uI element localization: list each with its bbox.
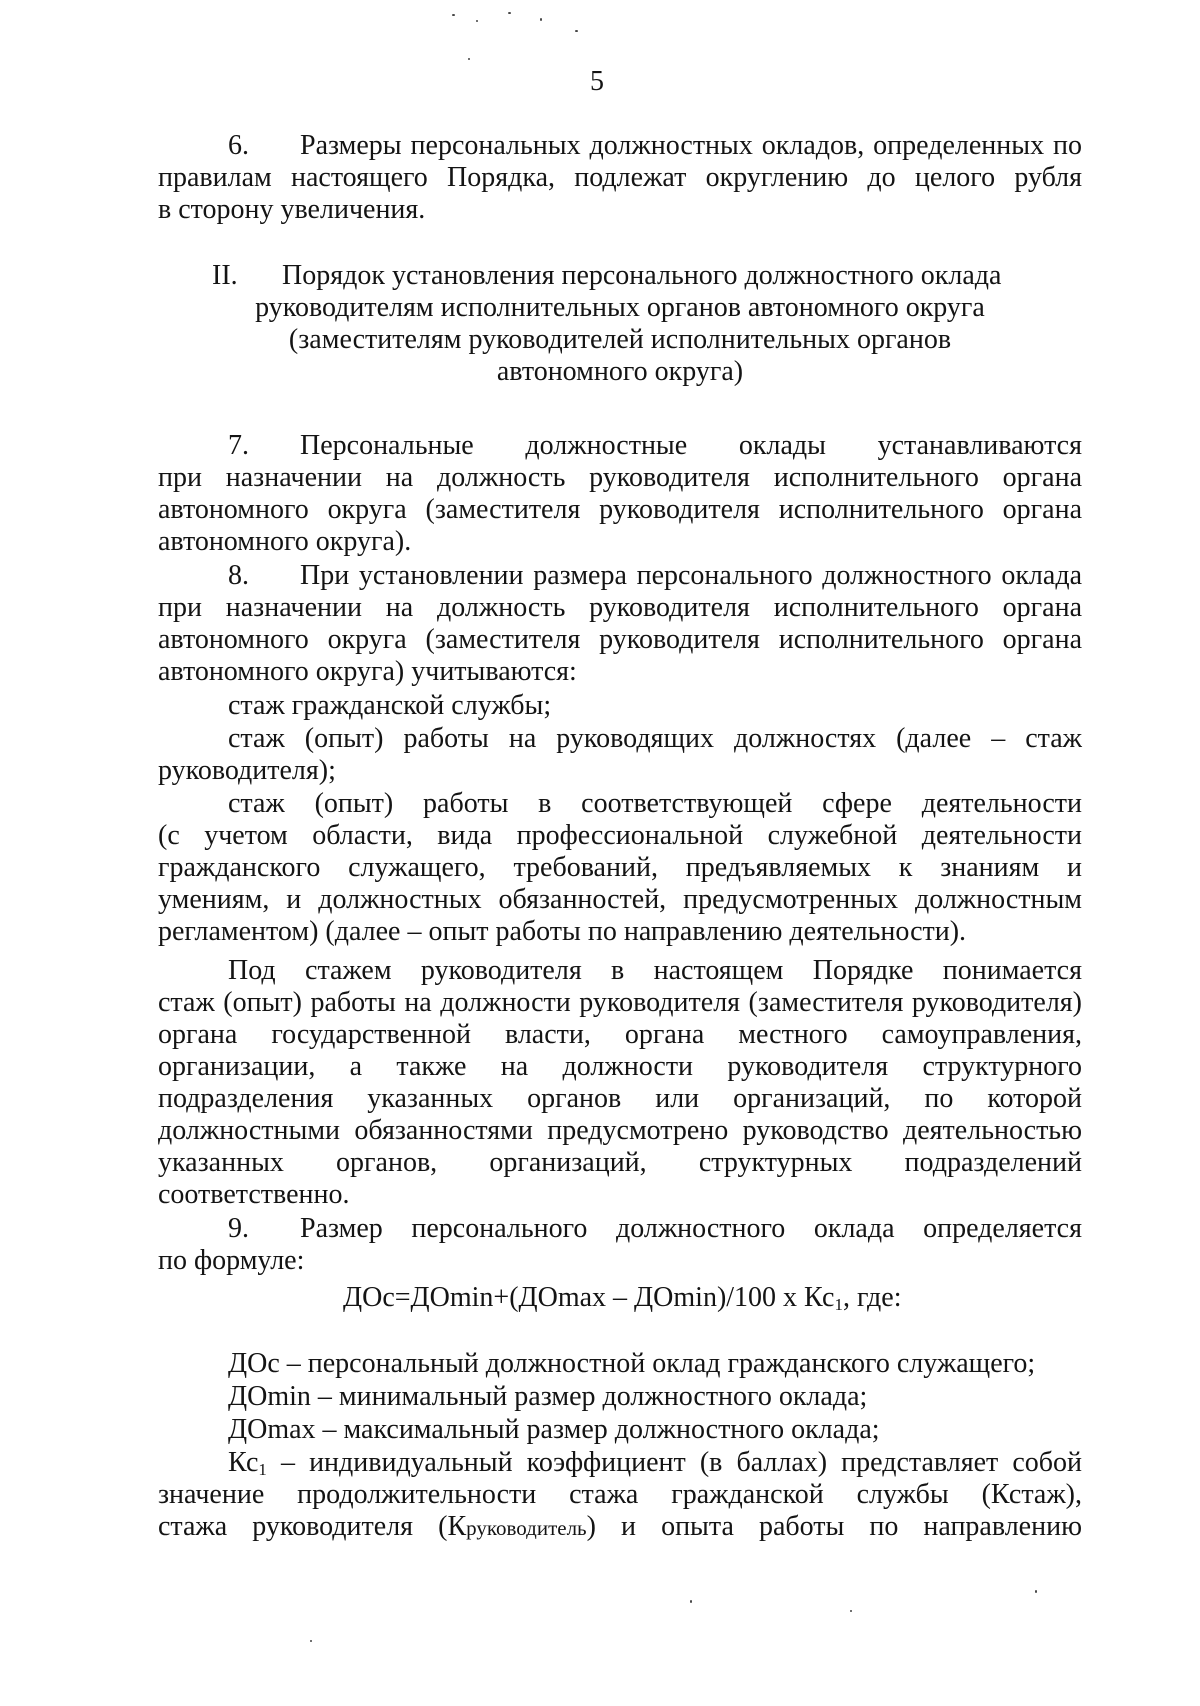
definition-line: Под стажем руководителя в настоящем Порядке понимается	[228, 955, 1082, 986]
paragraph-line: Размеры персональных должностных окладов, определенных по	[300, 130, 1082, 161]
formula-legend-item: ДОmax – максимальный размер должностного оклада;	[228, 1414, 880, 1445]
paragraph-line: автономного округа (заместителя руководителя исполнительного органа	[158, 494, 1082, 525]
paragraph-number: 6.	[228, 130, 249, 161]
paragraph-line: Персональные должностные оклады устанавливаются	[300, 430, 1082, 461]
list-item: стаж (опыт) работы на руководящих должностях (далее – стаж	[228, 723, 1082, 754]
paragraph-line: автономного округа (заместителя руководителя исполнительного органа	[158, 624, 1082, 655]
paragraph-line: при назначении на должность руководителя исполнительного органа	[158, 592, 1082, 623]
formula-legend-item: ДОmin – минимальный размер должностного оклада;	[228, 1381, 868, 1412]
coefficient-description: – индивидуальный коэффициент (в баллах) представляет собой	[266, 1447, 1082, 1478]
coefficient-symbol: Кс	[228, 1447, 259, 1478]
scan-speck	[575, 30, 578, 32]
formula-tail: , где:	[842, 1282, 902, 1313]
scan-speck	[452, 14, 455, 16]
paragraph-number: 8.	[228, 560, 249, 591]
scan-speck	[690, 1600, 692, 1603]
list-item: регламентом) (далее – опыт работы по направлению деятельности).	[158, 916, 967, 947]
paragraph-line: При установлении размера персонального должностного оклада	[300, 560, 1082, 591]
paragraph-line: правилам настоящего Порядка, подлежат округлению до целого рубля	[158, 162, 1082, 193]
section-title-line: (заместителям руководителей исполнительных органов	[288, 324, 952, 355]
section-title-line: руководителям исполнительных органов автономного округа	[255, 292, 985, 323]
paragraph-line	[158, 1511, 1082, 1544]
text-fragment-small: руководитель	[466, 1516, 587, 1540]
list-item: стаж (опыт) работы в соответствующей сфере деятельности	[228, 788, 1082, 819]
scan-speck	[1035, 1590, 1037, 1593]
definition-line: органа государственной власти, органа местного самоуправления,	[158, 1019, 1082, 1050]
section-title-line: автономного округа)	[496, 356, 744, 387]
paragraph-line: автономного округа).	[158, 526, 412, 557]
scan-speck	[468, 58, 470, 60]
list-item: (с учетом области, вида профессиональной служебной деятельности	[158, 820, 1082, 851]
paragraph-line: значение продолжительности стажа гражданской службы (Кстаж),	[158, 1479, 1082, 1510]
scan-speck	[850, 1610, 852, 1612]
paragraph-line: по формуле:	[158, 1245, 305, 1276]
definition-line: указанных органов, организаций, структурных подразделений	[158, 1147, 1082, 1178]
definition-line: организации, а также на должности руководителя структурного	[158, 1051, 1082, 1082]
formula-legend-item	[228, 1447, 1082, 1479]
scan-speck	[476, 20, 478, 22]
text-fragment: стажа руководителя (К	[158, 1511, 467, 1542]
list-item: стаж гражданской службы;	[228, 690, 552, 721]
paragraph-number: 9.	[228, 1213, 249, 1244]
formula-subscript: 1	[834, 1295, 843, 1314]
coefficient-subscript: 1	[258, 1460, 267, 1479]
list-item: умениям, и должностных обязанностей, предусмотренных должностным	[158, 884, 1082, 915]
paragraph-line: при назначении на должность руководителя исполнительного органа	[158, 462, 1082, 493]
scan-speck	[310, 1640, 312, 1642]
salary-formula	[343, 1282, 902, 1314]
scan-speck	[540, 18, 542, 21]
paragraph-line: Размер персонального должностного оклада определяется	[300, 1213, 1082, 1244]
text-fragment: ) и опыта работы по направлению	[586, 1511, 1082, 1542]
list-item: гражданского служащего, требований, предъявляемых к знаниям и	[158, 852, 1082, 883]
definition-line: должностными обязанностями предусмотрено руководство деятельностью	[158, 1115, 1082, 1146]
definition-line: стаж (опыт) работы на должности руководителя (заместителя руководителя)	[158, 987, 1082, 1018]
definition-line: подразделения указанных органов или организаций, по которой	[158, 1083, 1082, 1114]
formula-legend-item: ДОс – персональный должностной оклад гражданского служащего;	[228, 1348, 1036, 1379]
paragraph-number: 7.	[228, 430, 249, 461]
paragraph-line: в сторону увеличения.	[158, 194, 426, 225]
scan-speck	[508, 12, 511, 14]
definition-line: соответственно.	[158, 1179, 350, 1210]
section-title-line: Порядок установления персонального должностного оклада	[282, 260, 1002, 291]
paragraph-line: автономного округа) учитываются:	[158, 656, 577, 687]
list-item: руководителя);	[158, 755, 336, 786]
section-numeral: II.	[212, 260, 238, 291]
formula-expression: ДОс=ДОmin+(ДОmax – ДОmin)/100 х Кс	[343, 1282, 835, 1313]
page-number: 5	[590, 66, 604, 97]
